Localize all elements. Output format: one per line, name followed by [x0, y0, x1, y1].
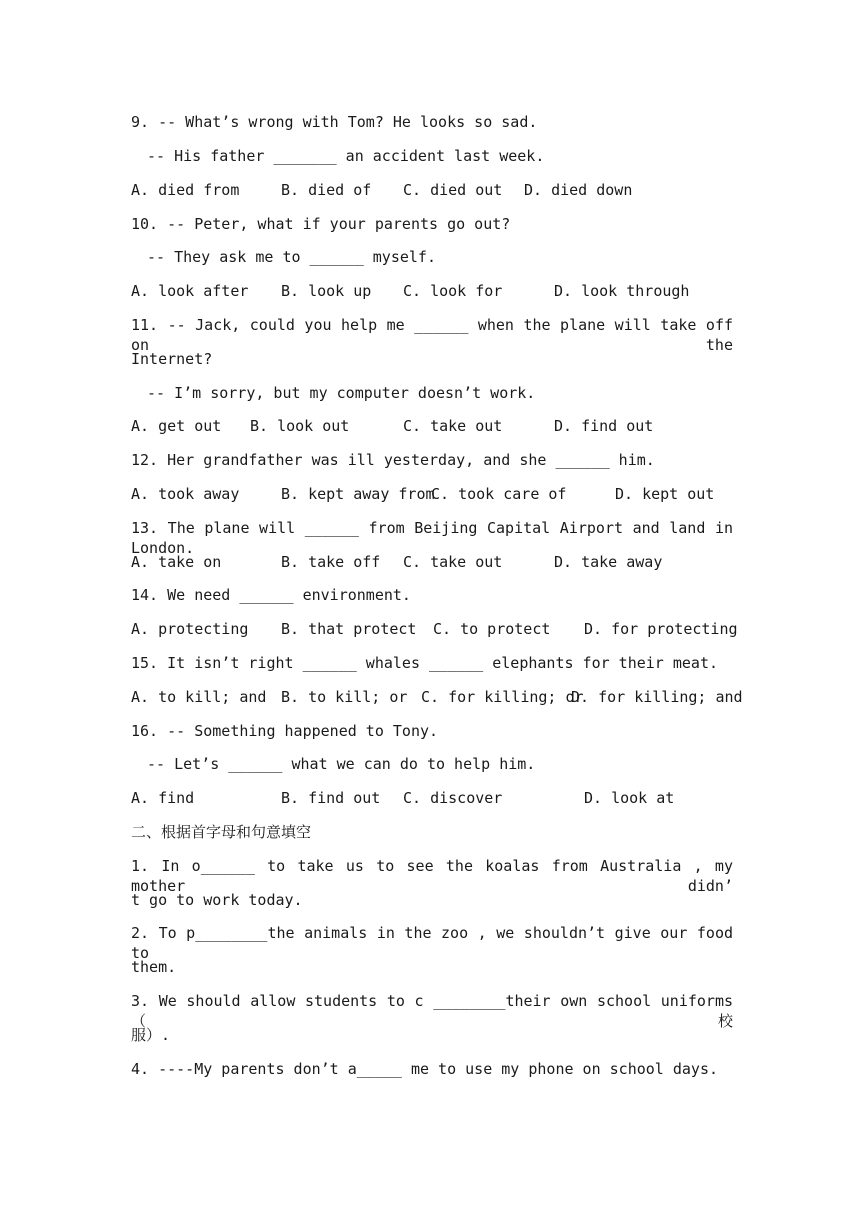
question-15-options	[131, 687, 743, 707]
option-b: B. died of	[281, 181, 372, 199]
option-a: A. died from	[131, 181, 240, 199]
fill-item-1: 1. In o______ to take us to see the koalas from Australia , my mother didn’	[131, 857, 733, 895]
option-a: A. get out	[131, 417, 222, 435]
fill-item-2-continued: them.	[131, 958, 177, 976]
option-b: B. kept away from	[281, 485, 435, 503]
option-c: C. to protect	[433, 620, 551, 638]
fill-item-4: 4. ----My parents don’t a_____ me to use my phone on school days.	[131, 1060, 718, 1078]
question-10-stem: 10. -- Peter, what if your parents go out?	[131, 215, 511, 233]
question-10-response: -- They ask me to ______ myself.	[147, 248, 436, 266]
option-a: A. took away	[131, 485, 240, 503]
option-c: C. take out	[403, 417, 503, 435]
question-9-response: -- His father _______ an accident last week.	[147, 147, 545, 165]
option-c: C. died out	[403, 181, 503, 199]
question-16-response: -- Let’s ______ what we can do to help him.	[147, 755, 536, 773]
question-15-stem: 15. It isn’t right ______ whales ______ elephants for their meat.	[131, 654, 718, 672]
fill-item-2: 2. To p________the animals in the zoo , we shouldn’t give our food to	[131, 924, 733, 962]
question-13-stem: 13. The plane will ______ from Beijing Capital Airport and land in London.	[131, 519, 733, 557]
option-d: D. look through	[554, 282, 690, 300]
question-9-stem: 9. -- What’s wrong with Tom? He looks so sad.	[131, 113, 538, 131]
option-b: B. look out	[250, 417, 350, 435]
option-b: B. take off	[281, 553, 381, 571]
option-c: C. look for	[403, 282, 503, 300]
option-a: A. look after	[131, 282, 249, 300]
option-b: B. find out	[281, 789, 381, 807]
option-c: C. took care of	[431, 485, 567, 503]
option-d: D. find out	[554, 417, 654, 435]
option-b: B. look up	[281, 282, 372, 300]
option-c: C. discover	[403, 789, 503, 807]
option-a: A. protecting	[131, 620, 249, 638]
option-d: D. died down	[524, 181, 633, 199]
option-c: C. for killing; or	[421, 688, 584, 706]
option-d: D. for protecting	[584, 620, 738, 638]
option-b: B. that protect	[281, 620, 417, 638]
option-a: A. take on	[131, 553, 222, 571]
option-a: A. find	[131, 789, 195, 807]
option-c: C. take out	[403, 553, 503, 571]
question-12-stem: 12. Her grandfather was ill yesterday, and she ______ him.	[131, 451, 655, 469]
fill-item-3-continued: 服）.	[131, 1026, 171, 1044]
option-d: D. for killing; and	[571, 688, 743, 706]
question-11-options	[131, 416, 733, 436]
question-11-stem-continued: Internet?	[131, 350, 213, 368]
question-14-stem: 14. We need ______ environment.	[131, 586, 411, 604]
option-d: D. take away	[554, 553, 663, 571]
question-14-options	[131, 619, 738, 639]
question-9-options	[131, 180, 733, 200]
question-11-response: -- I’m sorry, but my computer doesn’t work.	[147, 384, 536, 402]
question-10-options	[131, 281, 733, 301]
section-2-heading: 二、根据首字母和句意填空	[131, 823, 312, 841]
question-16-stem: 16. -- Something happened to Tony.	[131, 722, 439, 740]
question-16-options	[131, 788, 733, 808]
option-d: D. kept out	[615, 485, 715, 503]
fill-item-3: 3. We should allow students to c ________their own school uniforms（校	[131, 992, 733, 1030]
fill-item-1-continued: t go to work today.	[131, 891, 303, 909]
question-11-stem: 11. -- Jack, could you help me ______ when the plane will take off on the	[131, 316, 733, 354]
question-12-options	[131, 484, 733, 504]
question-13-options	[131, 552, 733, 572]
option-d: D. look at	[584, 789, 675, 807]
option-b: B. to kill; or	[281, 688, 408, 706]
option-a: A. to kill; and	[131, 688, 267, 706]
